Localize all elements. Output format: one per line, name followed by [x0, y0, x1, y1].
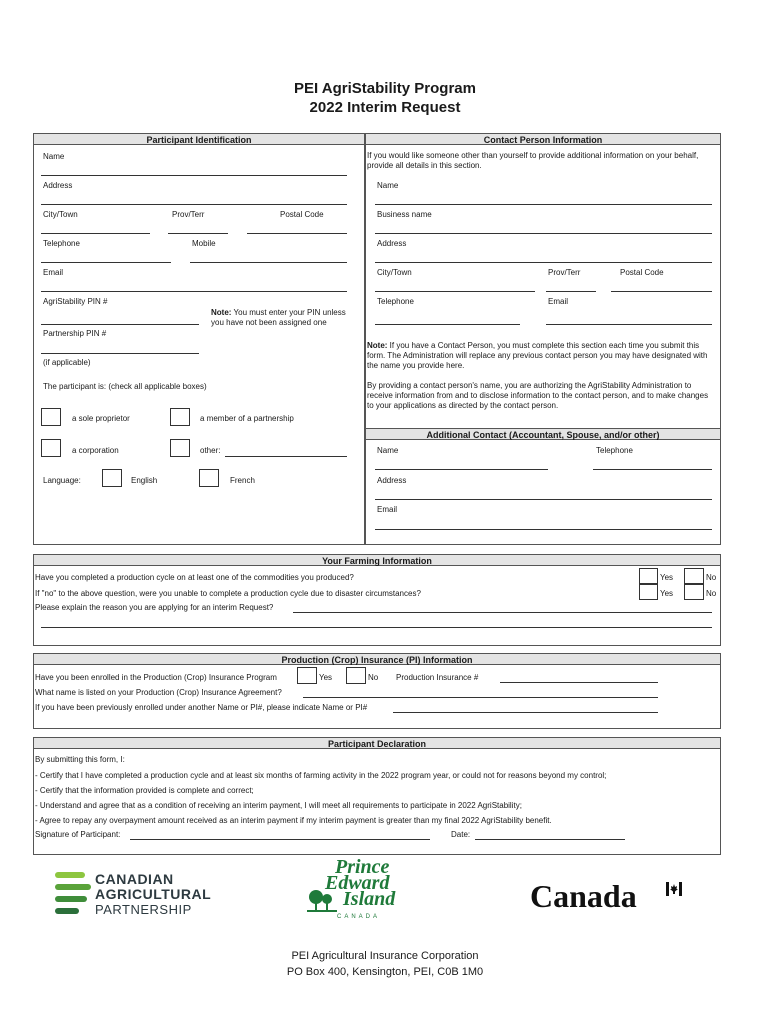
- insurance-header: Production (Crop) Insurance (PI) Information: [33, 653, 721, 665]
- prov-label: Prov/Terr: [172, 210, 205, 219]
- insurance-no-checkbox[interactable]: [346, 667, 366, 684]
- contact-section: [365, 133, 721, 545]
- pin-label: AgriStability PIN #: [43, 297, 108, 306]
- mobile-label: Mobile: [192, 239, 216, 248]
- previous-name-field[interactable]: [393, 712, 658, 713]
- reason-field-2[interactable]: [41, 627, 712, 628]
- french-label: French: [230, 476, 255, 485]
- declaration-item-4: - Agree to repay any overpayment amount received as an interim payment if my interim payment is greater than my final 2022 AgriStability benefit.: [35, 816, 552, 825]
- contact-city-label: City/Town: [377, 268, 412, 277]
- business-name-label: Business name: [377, 210, 432, 219]
- q1-yes-checkbox[interactable]: [639, 568, 658, 584]
- footer-line-2: PO Box 400, Kensington, PEI, C0B 1M0: [286, 966, 484, 978]
- contact-address-label: Address: [377, 239, 407, 248]
- contact-address-field[interactable]: [375, 262, 712, 263]
- postal-label: Postal Code: [280, 210, 324, 219]
- cap-stripes-icon: [55, 870, 95, 918]
- declaration-section: [33, 737, 721, 855]
- additional-address-field[interactable]: [375, 499, 712, 500]
- pin-note: Note: You must enter your PIN unless you have not been assigned one: [211, 308, 346, 327]
- form-title: PEI AgriStability Program: [294, 80, 476, 97]
- email-field[interactable]: [41, 291, 347, 292]
- contact-note: Note: If you have a Contact Person, you must complete this section each time you submit this form. The Administration will replace any previous contact person you may have designated with the name you provide here.: [367, 341, 708, 370]
- city-label: City/Town: [43, 210, 78, 219]
- english-checkbox[interactable]: [102, 469, 122, 487]
- other-checkbox[interactable]: [170, 439, 190, 457]
- additional-address-label: Address: [377, 476, 407, 485]
- farming-q2: If "no" to the above question, were you unable to complete a production cycle due to disaster circumstances?: [35, 589, 421, 598]
- partnership-label: a member of a partnership: [200, 414, 294, 423]
- contact-postal-label: Postal Code: [620, 268, 664, 277]
- date-label: Date:: [451, 830, 471, 839]
- contact-prov-label: Prov/Terr: [548, 268, 581, 277]
- mobile-field[interactable]: [190, 262, 347, 263]
- pei-logo: [305, 858, 425, 924]
- canadian-agricultural-partnership-logo: [55, 870, 215, 920]
- additional-telephone-field[interactable]: [593, 469, 712, 470]
- contact-email-field[interactable]: [546, 324, 712, 325]
- insurance-yes-label: Yes: [319, 673, 333, 682]
- additional-telephone-label: Telephone: [596, 446, 633, 455]
- if-applicable-label: (if applicable): [43, 358, 91, 367]
- declaration-item-1: - Certify that I have completed a production cycle and at least six months of farming activity in the 2022 program year, or could not for reasons beyond my control;: [35, 771, 607, 780]
- email-label: Email: [43, 268, 64, 277]
- telephone-label: Telephone: [43, 239, 80, 248]
- contact-authorize-text: By providing a contact person's name, you are authorizing the AgriStability Administration to receive information from and to disclose information to the contact person, and to make changes to your applications as directed by the contact person.: [367, 381, 709, 410]
- corporation-checkbox[interactable]: [41, 439, 61, 457]
- declaration-item-2: - Certify that the information provided is complete and correct;: [35, 786, 254, 795]
- additional-contact-header: Additional Contact (Accountant, Spouse, and/or other): [365, 428, 721, 440]
- pei-trees-icon: [307, 888, 337, 914]
- farming-header: Your Farming Information: [33, 554, 721, 566]
- q1-no-checkbox[interactable]: [684, 568, 704, 584]
- name-label: Name: [43, 152, 65, 161]
- pei-line-3: Island: [343, 888, 396, 910]
- q2-yes-label: Yes: [660, 589, 674, 598]
- canada-flag-icon: [666, 882, 682, 896]
- contact-telephone-label: Telephone: [377, 297, 414, 306]
- reason-field-1[interactable]: [293, 612, 712, 613]
- signature-field[interactable]: [130, 839, 430, 840]
- farming-q1: Have you completed a production cycle on at least one of the commodities you produced?: [35, 573, 354, 582]
- pi-name-field[interactable]: [303, 697, 658, 698]
- contact-name-label: Name: [377, 181, 399, 190]
- canada-wordmark: [530, 878, 690, 918]
- pei-line-2: Edward: [325, 872, 390, 894]
- q1-no-label: No: [706, 573, 717, 582]
- other-label: other:: [200, 446, 221, 455]
- other-field[interactable]: [225, 456, 347, 457]
- footer-line-1: PEI Agricultural Insurance Corporation: [291, 950, 479, 962]
- city-field[interactable]: [41, 233, 150, 234]
- form-subtitle: 2022 Interim Request: [309, 99, 461, 116]
- contact-name-field[interactable]: [375, 204, 712, 205]
- pei-line-1: Prince: [335, 856, 390, 878]
- additional-name-field[interactable]: [375, 469, 548, 470]
- insurance-q3: If you have been previously enrolled under another Name or PI#, please indicate Name or PI#: [35, 703, 368, 712]
- declaration-item-3: - Understand and agree that as a condition of receiving an interim payment, I will meet all requirements to participate in 2022 AgriStability;: [35, 801, 522, 810]
- q2-yes-checkbox[interactable]: [639, 584, 658, 600]
- additional-email-field[interactable]: [375, 529, 712, 530]
- declaration-header: Participant Declaration: [33, 737, 721, 749]
- contact-email-label: Email: [548, 297, 569, 306]
- farming-q3: Please explain the reason you are applying for an interim Request?: [35, 603, 274, 612]
- address-label: Address: [43, 181, 73, 190]
- participant-type-label: The participant is: (check all applicable boxes): [43, 382, 207, 391]
- french-checkbox[interactable]: [199, 469, 219, 487]
- contact-intro: If you would like someone other than yourself to provide additional information on your behalf, provide all details in this section.: [367, 151, 699, 170]
- q1-yes-label: Yes: [660, 573, 674, 582]
- english-label: English: [131, 476, 158, 485]
- partnership-pin-label: Partnership PIN #: [43, 329, 107, 338]
- partnership-checkbox[interactable]: [170, 408, 190, 426]
- contact-city-field[interactable]: [375, 291, 535, 292]
- signature-label: Signature of Participant:: [35, 830, 121, 839]
- insurance-q1: Have you been enrolled in the Production (Crop) Insurance Program: [35, 673, 277, 682]
- postal-field[interactable]: [247, 233, 347, 234]
- q2-no-label: No: [706, 589, 717, 598]
- date-field[interactable]: [475, 839, 625, 840]
- cap-line-2: AGRICULTURAL: [95, 886, 212, 902]
- contact-postal-field[interactable]: [611, 291, 712, 292]
- canada-text: Canada: [530, 878, 637, 914]
- partnership-pin-field[interactable]: [41, 353, 199, 354]
- insurance-yes-checkbox[interactable]: [297, 667, 317, 684]
- cap-line-3: PARTNERSHIP: [95, 902, 192, 917]
- contact-prov-field[interactable]: [546, 291, 596, 292]
- insurance-no-label: No: [368, 673, 379, 682]
- insurance-q2: What name is listed on your Production (Crop) Insurance Agreement?: [35, 688, 282, 697]
- contact-header: Contact Person Information: [365, 133, 721, 145]
- address-field[interactable]: [41, 204, 347, 205]
- q2-no-checkbox[interactable]: [684, 584, 704, 600]
- cap-line-1: CANADIAN: [95, 871, 174, 887]
- pi-number-label: Production Insurance #: [396, 673, 479, 682]
- language-label: Language:: [43, 476, 81, 485]
- telephone-field[interactable]: [41, 262, 171, 263]
- declaration-intro: By submitting this form, I:: [35, 755, 125, 764]
- prov-field[interactable]: [168, 233, 228, 234]
- pi-number-field[interactable]: [500, 682, 658, 683]
- farming-section: [33, 554, 721, 646]
- additional-email-label: Email: [377, 505, 398, 514]
- contact-telephone-field[interactable]: [375, 324, 520, 325]
- pin-field[interactable]: [41, 324, 199, 325]
- corporation-label: a corporation: [72, 446, 119, 455]
- participant-header: Participant Identification: [33, 133, 365, 145]
- sole-proprietor-checkbox[interactable]: [41, 408, 61, 426]
- business-name-field[interactable]: [375, 233, 712, 234]
- pei-sub: CANADA: [337, 914, 381, 920]
- additional-name-label: Name: [377, 446, 399, 455]
- sole-proprietor-label: a sole proprietor: [72, 414, 130, 423]
- name-field[interactable]: [41, 175, 347, 176]
